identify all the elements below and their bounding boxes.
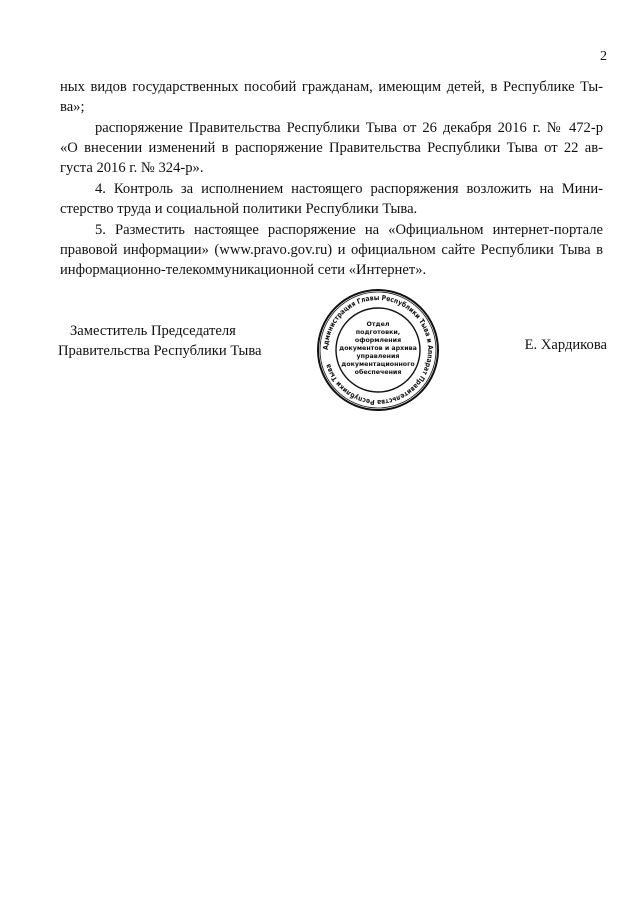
seal-inner-line-2: подготовки,	[355, 329, 401, 336]
seal-inner-line-5: управления	[356, 353, 400, 360]
signatory-position-line-2: Правительства Республики Тыва	[58, 343, 262, 359]
signatory-position-line-1: Заместитель Председателя	[70, 323, 236, 339]
body-line-4: «О внесении изменений в распоряжение Правительства Республики Тыва от 22 ав-	[60, 140, 603, 156]
signatory-name: Е. Хардикова	[524, 337, 607, 353]
signatory-position	[58, 321, 262, 361]
body-line-7: стерство труда и социальной политики Республики Тыва.	[60, 201, 418, 217]
body-line-2: ва»;	[60, 99, 85, 115]
body-line-6: 4. Контроль за исполнением настоящего распоряжения возложить на Мини-	[95, 181, 603, 197]
seal-inner-line-3: оформления	[354, 337, 402, 344]
seal-inner-line-4: документов и архива	[339, 345, 417, 352]
body-line-1: ных видов государственных пособий гражданам, имеющим детей, в Республике Ты-	[60, 79, 603, 95]
body-line-9: правовой информации» (www.pravo.gov.ru) и официальном сайте Республики Тыва в	[60, 242, 603, 258]
body-line-5: густа 2016 г. № 324-р».	[60, 160, 204, 176]
page-number: 2	[600, 49, 607, 64]
body-line-10: информационно-телекоммуникационной сети «Интернет».	[60, 262, 427, 278]
body-line-3: распоряжение Правительства Республики Тыва от 26 декабря 2016 г. № 472-р	[95, 120, 603, 136]
seal-inner-line-1: Отдел	[366, 321, 390, 328]
body-line-8: 5. Разместить настоящее распоряжение на «Официальном интернет-портале	[95, 222, 603, 238]
seal-inner-line-7: обеспечения	[354, 369, 402, 376]
seal-outer-text: Администрация Главы Республики Тыва и Аппарат Правительства Республики Тыва	[321, 293, 435, 407]
seal-inner-line-6: документационного	[341, 361, 415, 368]
official-seal	[316, 288, 440, 412]
